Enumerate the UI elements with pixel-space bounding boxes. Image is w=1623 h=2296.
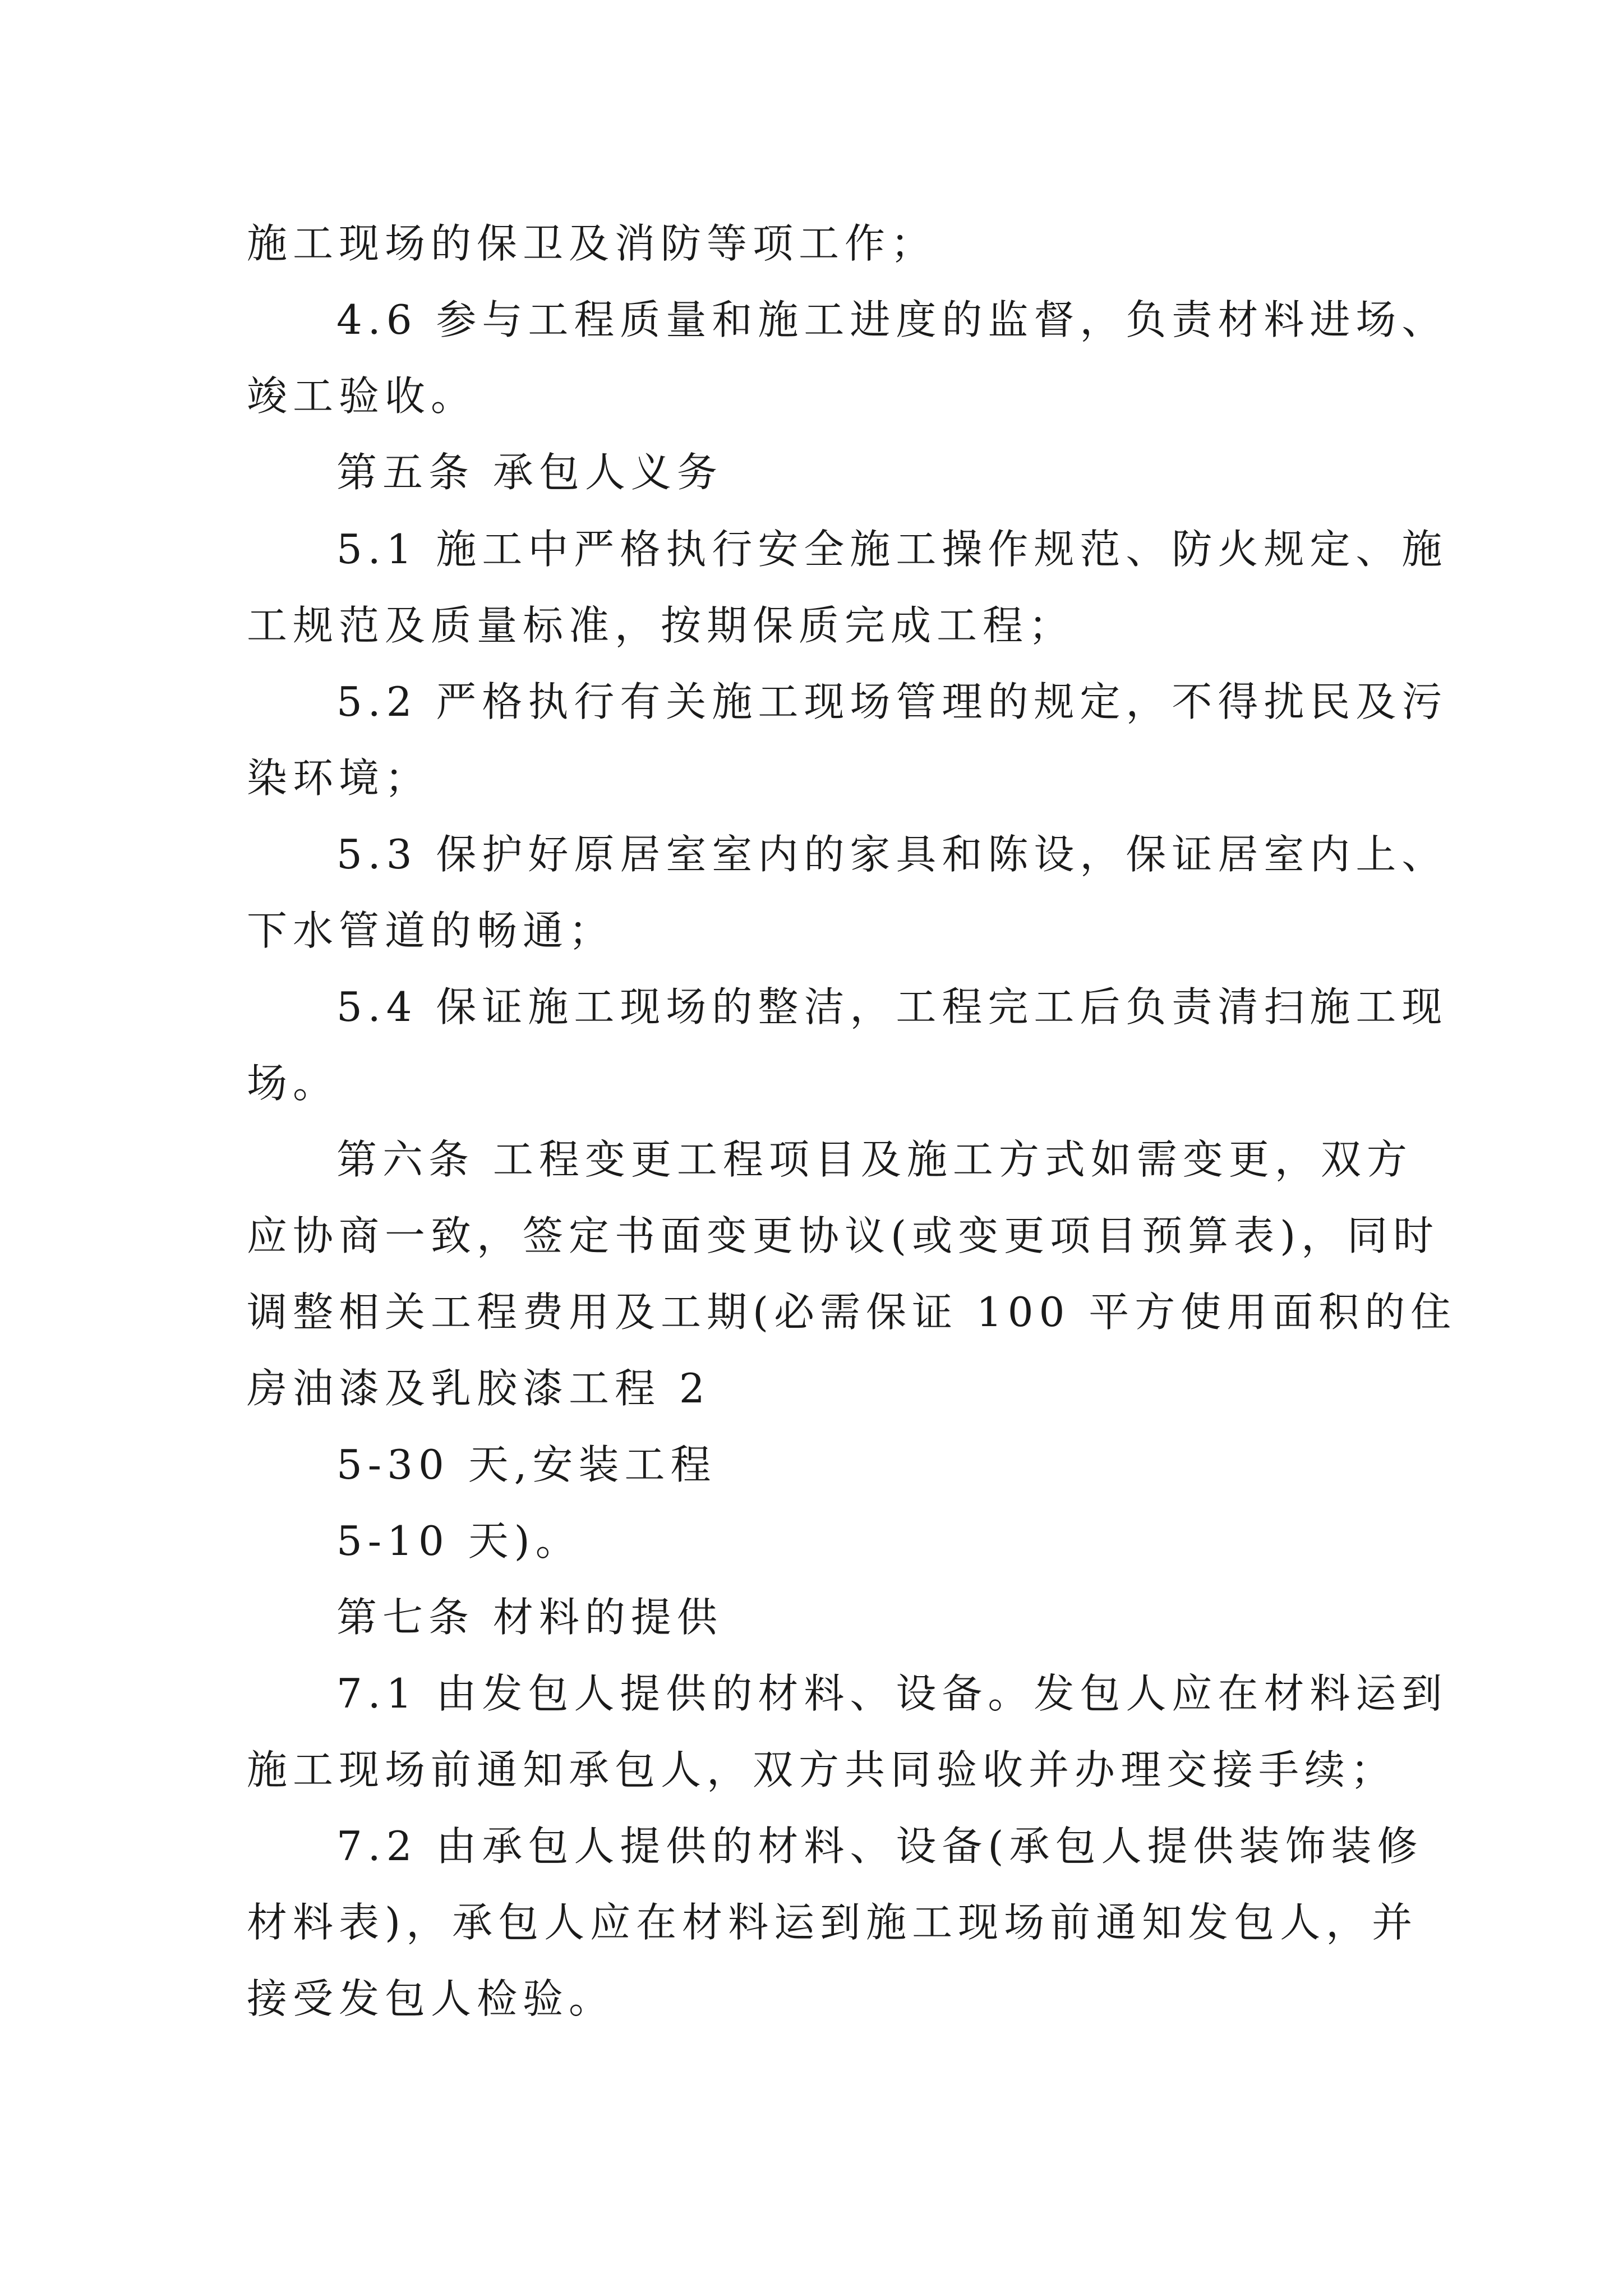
section-heading: 第六条 工程变更工程项目及施工方式如需变更，双方 xyxy=(336,1136,1413,1183)
text-line: 5.1 施工中严格执行安全施工操作规范、防火规定、施 xyxy=(336,526,1448,573)
text-line: 5-10 天)。 xyxy=(336,1517,582,1565)
text-line: 接受发包人检验。 xyxy=(247,1975,615,2022)
text-line: 7.1 由发包人提供的材料、设备。发包人应在材料运到 xyxy=(336,1670,1448,1717)
text-line: 下水管道的畅通； xyxy=(247,907,615,954)
text-line: 调整相关工程费用及工期(必需保证 100 平方使用面积的住 xyxy=(247,1289,1457,1336)
text-line: 4.6 参与工程质量和施工进度的监督，负责材料进场、 xyxy=(336,296,1448,343)
text-line: 染环境； xyxy=(247,754,431,802)
text-line: 施工现场的保卫及消防等项工作； xyxy=(247,220,937,267)
text-line: 5.4 保证施工现场的整洁，工程完工后负责清扫施工现 xyxy=(336,983,1448,1030)
text-line: 5.3 保护好原居室室内的家具和陈设，保证居室内上、 xyxy=(336,831,1448,878)
text-line: 工规范及质量标准，按期保质完成工程； xyxy=(247,602,1075,649)
text-line: 7.2 由承包人提供的材料、设备(承包人提供装饰装修 xyxy=(336,1823,1423,1870)
section-heading: 第七条 材料的提供 xyxy=(336,1594,723,1641)
text-line: 竣工验收。 xyxy=(247,372,477,420)
text-line: 5.2 严格执行有关施工现场管理的规定，不得扰民及污 xyxy=(336,678,1448,725)
text-line: 房油漆及乳胶漆工程 2 xyxy=(247,1365,711,1412)
text-line: 5-30 天,安装工程 xyxy=(336,1441,717,1488)
section-heading: 第五条 承包人义务 xyxy=(336,449,723,496)
text-line: 场。 xyxy=(247,1060,339,1107)
text-line: 施工现场前通知承包人，双方共同验收并办理交接手续； xyxy=(247,1746,1397,1793)
text-line: 应协商一致，签定书面变更协议(或变更项目预算表)，同时 xyxy=(247,1212,1440,1259)
text-line: 材料表)，承包人应在材料运到施工现场前通知发包人，并 xyxy=(247,1899,1418,1946)
